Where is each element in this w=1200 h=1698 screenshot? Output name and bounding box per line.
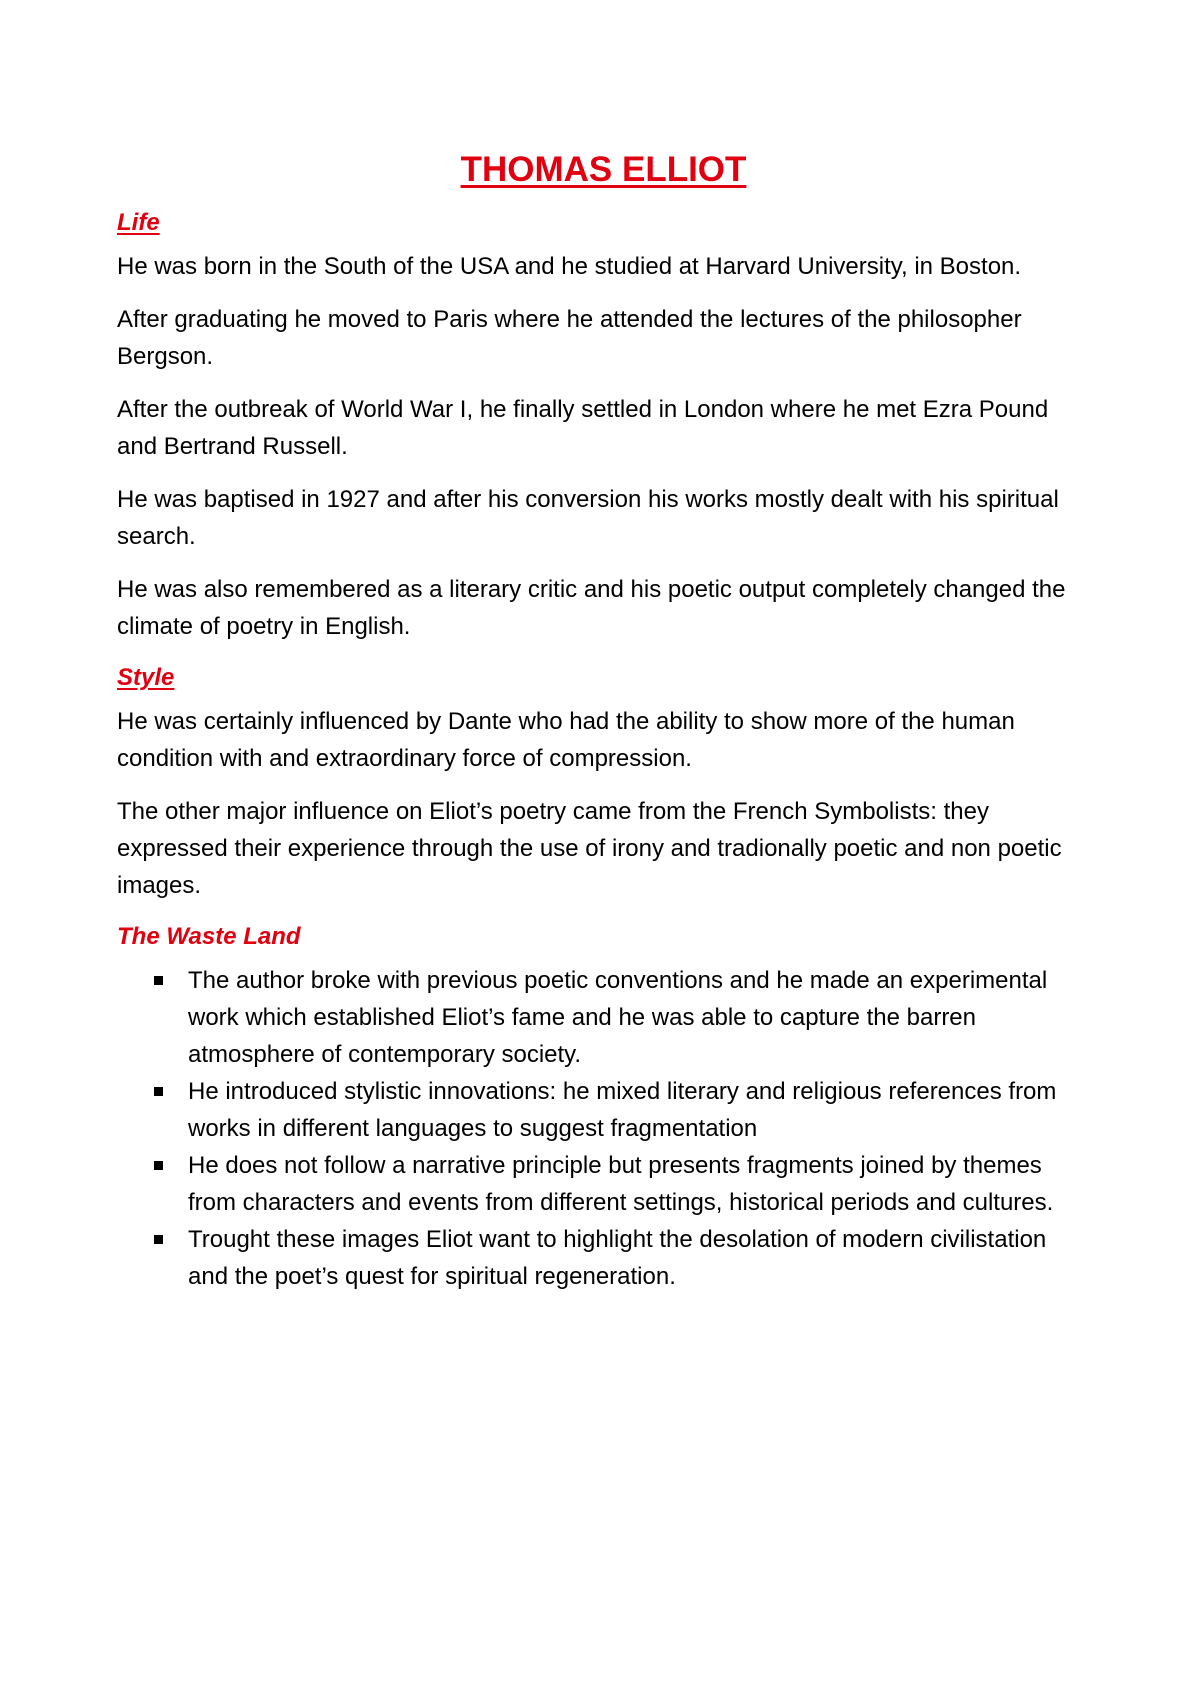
style-paragraph: He was certainly influenced by Dante who had the ability to show more of the human condition with and extraordinary force of compression. xyxy=(117,708,1015,772)
list-item-text: He does not follow a narrative principle but presents fragments joined by themes from characters and events from different settings, historical periods and cultures. xyxy=(188,1152,1054,1216)
list-item xyxy=(188,1073,1090,1147)
list-item-text: He introduced stylistic innovations: he mixed literary and religious references from works in different languages to suggest fragmentation xyxy=(188,1078,1057,1142)
square-bullet-icon xyxy=(154,1161,163,1170)
list-item xyxy=(188,1147,1090,1221)
life-paragraph: He was baptised in 1927 and after his conversion his works mostly dealt with his spiritual search. xyxy=(117,486,1059,550)
list-item-text: Trought these images Eliot want to highlight the desolation of modern civilistation and the poet’s quest for spiritual regeneration. xyxy=(188,1226,1047,1290)
list-item-text: The author broke with previous poetic conventions and he made an experimental work which established Eliot’s fame and he was able to capture the barren atmosphere of contemporary society. xyxy=(188,967,1048,1068)
document-title: THOMAS ELLIOT xyxy=(460,150,747,189)
list-item xyxy=(188,962,1090,1073)
style-paragraph: The other major influence on Eliot’s poetry came from the French Symbolists: they expressed their experience through the use of irony and tradionally poetic and non poetic images. xyxy=(117,798,1062,899)
square-bullet-icon xyxy=(154,976,163,985)
square-bullet-icon xyxy=(154,1235,163,1244)
life-paragraph: After the outbreak of World War I, he finally settled in London where he met Ezra Pound and Bertrand Russell. xyxy=(117,396,1049,460)
list-item xyxy=(188,1221,1090,1295)
waste-land-bullet-list xyxy=(117,962,1090,1295)
section-heading-life: Life xyxy=(117,209,160,236)
life-paragraph: After graduating he moved to Paris where he attended the lectures of the philosopher Bergson. xyxy=(117,306,1022,370)
section-heading-style: Style xyxy=(117,664,175,691)
life-paragraph: He was also remembered as a literary critic and his poetic output completely changed the climate of poetry in English. xyxy=(117,576,1066,640)
section-heading-waste-land: The Waste Land xyxy=(117,923,301,950)
life-paragraph: He was born in the South of the USA and he studied at Harvard University, in Boston. xyxy=(117,253,1022,280)
square-bullet-icon xyxy=(154,1087,163,1096)
